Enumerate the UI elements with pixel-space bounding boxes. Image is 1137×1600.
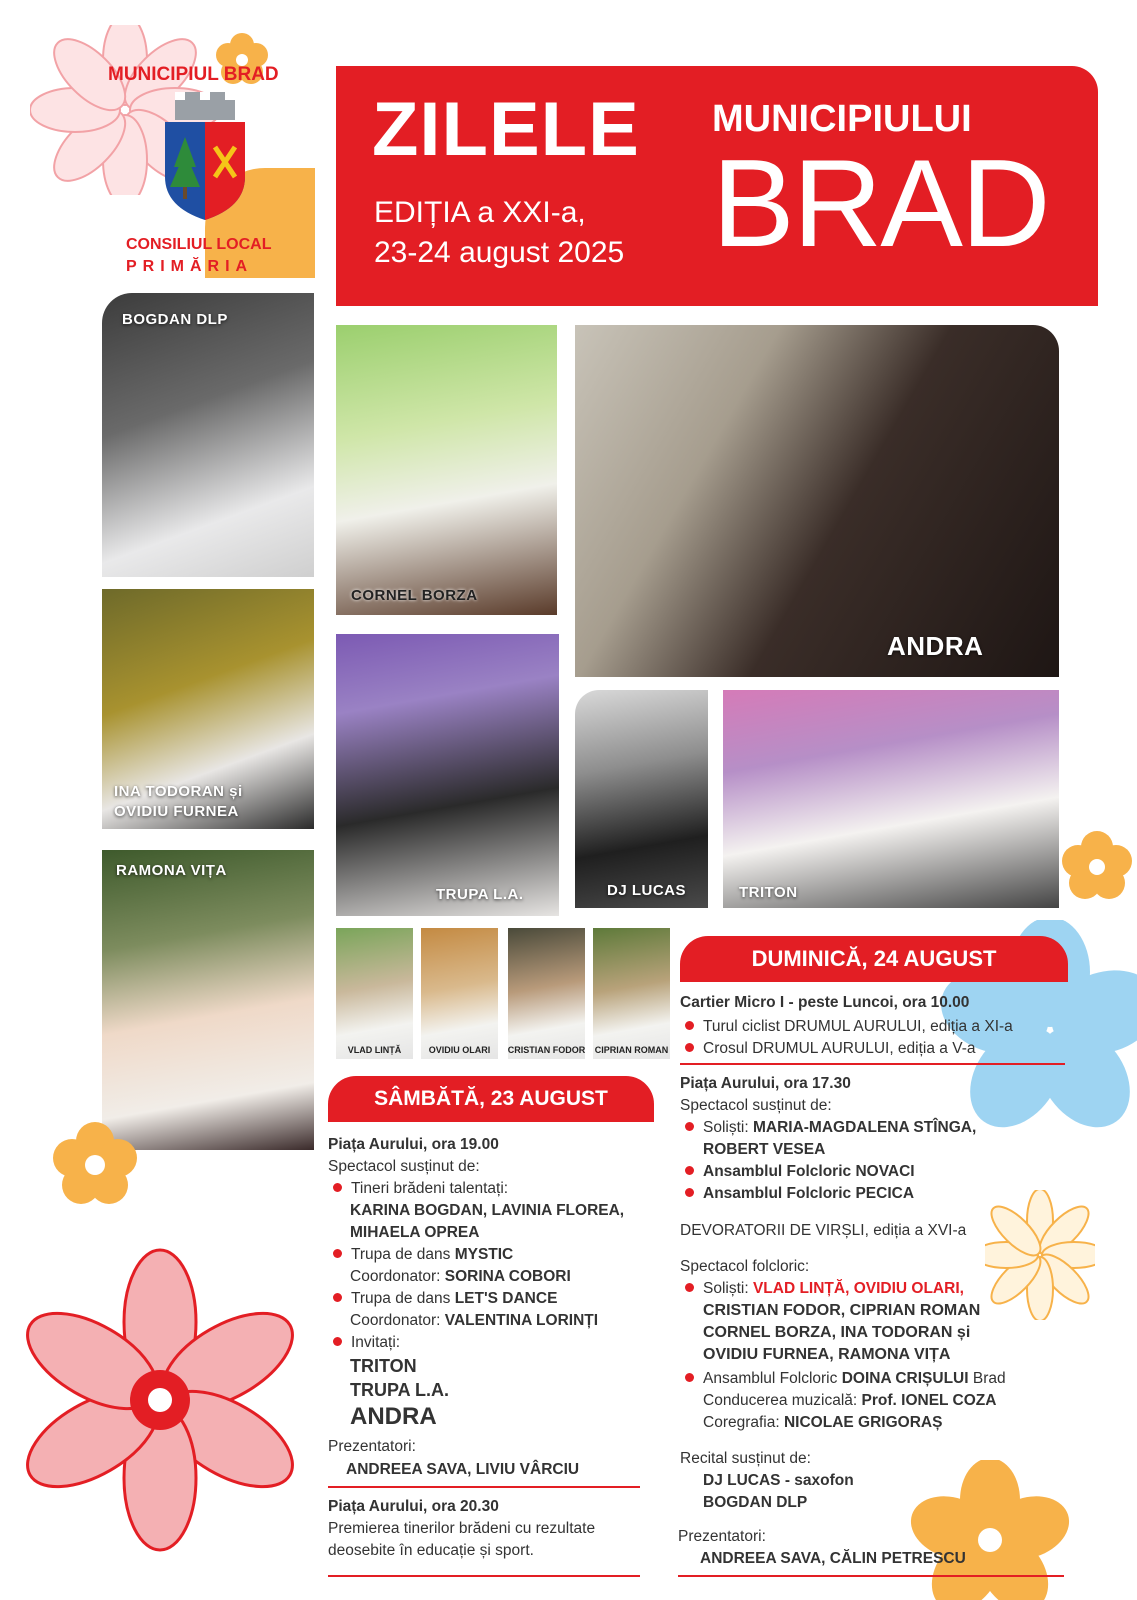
bullet-icon [685, 1122, 694, 1131]
saturday-venue-1: Piața Aurului, ora 19.00 [328, 1136, 499, 1153]
saturday-divider-1 [328, 1486, 640, 1488]
saturday-guest-2: TRUPA L.A. [350, 1380, 449, 1400]
caption-trupa: TRUPA L.A. [436, 886, 524, 903]
saturday-talent: Tineri brădeni talentați: [333, 1178, 508, 1199]
sunday-divider-top [680, 980, 1068, 982]
coat-of-arms-icon [160, 92, 250, 222]
sunday-divider-1 [680, 1063, 1065, 1065]
caption-ina-1: INA TODORAN și [114, 783, 243, 800]
photo-andra [575, 325, 1059, 677]
sunday-recital-label: Recital susținut de: [680, 1450, 811, 1467]
photo-dj-lucas [575, 690, 708, 908]
orange-flower-left-icon [45, 1115, 145, 1215]
sunday-venue-1: Cartier Micro I - peste Luncoi, ora 10.00 [680, 994, 970, 1011]
saturday-premiere-2: deosebite în educație și sport. [328, 1542, 534, 1559]
sunday-devoratorii: DEVORATORII DE VIRȘLI, ediția a XVI-a [680, 1222, 967, 1239]
saturday-venue-2: Piața Aurului, ora 20.30 [328, 1498, 499, 1515]
photo-ramona-vita [102, 850, 314, 1150]
bullet-icon [333, 1293, 342, 1302]
saturday-divider-top [328, 1120, 654, 1122]
bullet-icon [685, 1373, 694, 1382]
bullet-icon [685, 1188, 694, 1197]
saturday-dance-1: Trupa de dans MYSTIC [333, 1244, 513, 1265]
sunday-venue-2: Piața Aurului, ora 17.30 [680, 1075, 851, 1092]
saturday-header [328, 1076, 654, 1120]
sunday-intro-2: Spectacol susținut de: [680, 1097, 832, 1114]
orange-flower-bottom-right-icon [905, 1460, 1075, 1600]
photo-trupa-la [336, 634, 559, 916]
sunday-item-2: Crosul DRUMUL AURULUI, ediția a V-a [685, 1038, 975, 1059]
caption-andra: ANDRA [887, 631, 984, 661]
photo-bogdan-dlp [102, 293, 314, 577]
sunday-recital-2: BOGDAN DLP [703, 1494, 808, 1511]
saturday-guest-1: TRITON [350, 1356, 417, 1376]
sunday-folk-2: CRISTIAN FODOR, CIPRIAN ROMAN [703, 1302, 981, 1319]
sunday-header [680, 936, 1068, 980]
saturday-premiere-1: Premierea tinerilor brădeni cu rezultate [328, 1520, 596, 1537]
caption-ina-2: OVIDIU FURNEA [114, 803, 239, 820]
caption-dj: DJ LUCAS [607, 882, 687, 899]
title-zilele: ZILELE [372, 87, 640, 172]
saturday-presenters-label: Prezentatori: [328, 1438, 416, 1455]
caption-ramona: RAMONA VIȚA [116, 862, 227, 879]
sunday-choreo: Coregrafia: NICOLAE GRIGORAȘ [703, 1414, 943, 1431]
bullet-icon [333, 1183, 342, 1192]
saturday-guest-3: ANDRA [350, 1403, 437, 1430]
saturday-presenters: ANDREEA SAVA, LIVIU VÂRCIU [346, 1461, 580, 1478]
sunday-divider-bottom [678, 1575, 1064, 1577]
sunday-recital-1: DJ LUCAS - saxofon [703, 1472, 854, 1489]
bullet-icon [685, 1283, 694, 1292]
logo-hall: PRIMĂRIA [126, 258, 254, 275]
sunday-soloists: Soliști: MARIA-MAGDALENA STÎNGA, [685, 1117, 976, 1138]
saturday-divider-bottom [328, 1575, 640, 1577]
bullet-icon [685, 1043, 694, 1052]
caption-vlad: VLAD LINȚĂ [347, 1045, 402, 1055]
sunday-ensemble-1: Ansamblul Folcloric NOVACI [685, 1161, 915, 1182]
bullet-icon [685, 1166, 694, 1175]
photo-triton [723, 690, 1059, 908]
saturday-header-text: SÂMBĂTĂ, 23 AUGUST [374, 1087, 608, 1110]
edition-text: EDIȚIA a XXI-a, [374, 196, 586, 229]
photo-vlad-linta [336, 928, 413, 1059]
saturday-talent-names-2: MIHAELA OPREA [350, 1224, 480, 1241]
orange-flower-right-icon [1052, 825, 1137, 910]
saturday-guests: Invitați: [333, 1332, 400, 1353]
logo-municipality: MUNICIPIUL BRAD [108, 64, 279, 85]
sunday-folk-4: OVIDIU FURNEA, RAMONA VIȚA [703, 1346, 951, 1363]
orange-outline-flower-icon [985, 1190, 1095, 1320]
sunday-header-text: DUMINICĂ, 24 AUGUST [751, 946, 997, 971]
photo-cristian-fodor [508, 928, 585, 1059]
saturday-intro: Spectacol susținut de: [328, 1158, 480, 1175]
photo-cornel-borza [336, 325, 557, 615]
caption-ciprian: CIPRIAN ROMAN [594, 1045, 669, 1055]
sunday-ensemble-2: Ansamblul Folcloric PECICA [685, 1183, 914, 1204]
sunday-item-1: Turul ciclist DRUMUL AURULUI, ediția a XI-a [685, 1016, 1013, 1037]
logo-council: CONSILIUL LOCAL [126, 236, 272, 253]
sunday-music: Conducerea muzicală: Prof. IONEL COZA [703, 1392, 997, 1409]
caption-cristian: CRISTIAN FODOR [507, 1045, 586, 1055]
caption-ovidiu-olari: OVIDIU OLARI [428, 1045, 491, 1055]
sunday-doina: Ansamblul Folcloric DOINA CRIȘULUI Brad [685, 1368, 1006, 1389]
sunday-folk-3: CORNEL BORZA, INA TODORAN și [703, 1324, 971, 1341]
sunday-folk-intro: Spectacol folcloric: [680, 1258, 810, 1275]
saturday-dance-2: Trupa de dans LET'S DANCE [333, 1288, 557, 1309]
dates-text: 23-24 august 2025 [374, 236, 625, 269]
pink-flower-bottom-left-icon [10, 1240, 310, 1560]
sunday-presenters: ANDREEA SAVA, CĂLIN PETRESCU [700, 1550, 966, 1567]
sunday-soloists-2: ROBERT VESEA [703, 1141, 826, 1158]
saturday-talent-names-1: KARINA BOGDAN, LAVINIA FLOREA, [350, 1202, 625, 1219]
title-brad: BRAD [712, 135, 1049, 273]
photo-ovidiu-olari [421, 928, 498, 1059]
bullet-icon [333, 1337, 342, 1346]
photo-ina-ovidiu [102, 589, 314, 829]
caption-bogdan: BOGDAN DLP [122, 311, 228, 328]
photo-ciprian-roman [593, 928, 670, 1059]
title-municipiului: MUNICIPIULUI [712, 98, 972, 140]
bullet-icon [333, 1249, 342, 1258]
bullet-icon [685, 1021, 694, 1030]
sunday-folk-soloists: Soliști: VLAD LINȚĂ, OVIDIU OLARI, [685, 1278, 964, 1299]
saturday-dance-2-coord: Coordonator: VALENTINA LORINȚI [350, 1312, 599, 1329]
sunday-presenters-label: Prezentatori: [678, 1528, 766, 1545]
caption-triton: TRITON [739, 884, 798, 901]
caption-cornel: CORNEL BORZA [351, 587, 478, 604]
saturday-dance-1-coord: Coordonator: SORINA COBORI [350, 1268, 571, 1285]
